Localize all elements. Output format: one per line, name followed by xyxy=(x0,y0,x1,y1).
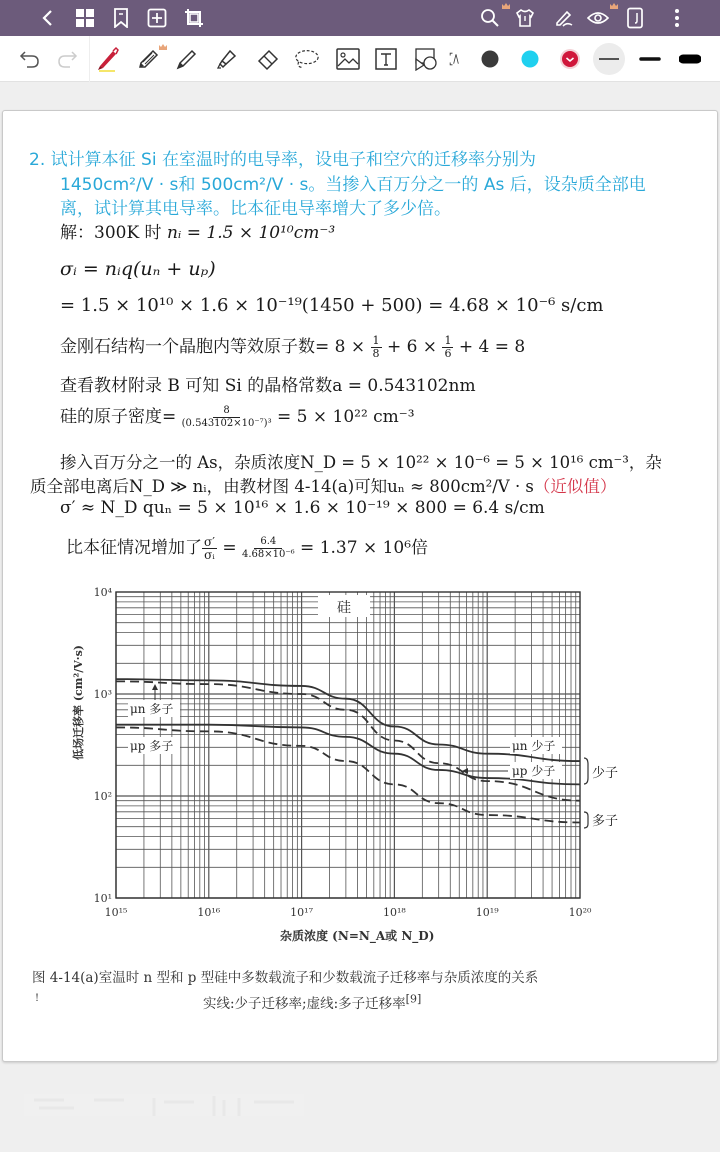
equals-sign: = xyxy=(222,538,237,558)
solution-line-9: σ′ ≈ N_D quₙ = 5 × 10¹⁶ × 1.6 × 10⁻¹⁹ × 800 = 6.4 s/cm xyxy=(60,498,545,518)
approx-note: （近似值） xyxy=(533,477,617,496)
label-mup-minority: μp 少子 xyxy=(512,764,556,778)
density-result: = 5 × 10²² cm⁻³ xyxy=(276,407,415,427)
y-tick-label: 10¹ xyxy=(93,892,112,905)
ratio-prefix: 比本征情况增加了 xyxy=(66,538,202,558)
bracket-minority xyxy=(584,758,588,784)
density-prefix: 硅的原子密度= xyxy=(60,407,177,427)
chart-ylabel: 低场迁移率 (cm²/V·s) xyxy=(72,645,85,760)
x-tick-label: 10²⁰ xyxy=(568,906,592,919)
ratio-fraction-values: $\frac{6.4}{\text{4.68×10⁻⁶}}$ xyxy=(241,536,295,560)
margin-mark: ! xyxy=(35,993,40,1004)
solution-line-5: 查看教材附录 B 可知 Si 的晶格常数a = 0.543102nm xyxy=(60,376,476,396)
bracket-majority xyxy=(584,812,588,828)
faded-watermark xyxy=(24,1090,304,1120)
question-line-1: 2. 试计算本征 Si 在室温时的电导率，设电子和空穴的迁移率分别为 xyxy=(29,150,536,170)
x-tick-label: 10¹⁶ xyxy=(197,906,221,919)
solution-prefix: 解：300K 时 xyxy=(60,223,167,243)
ni-value: nᵢ = 1.5 × 10¹⁰cm⁻³ xyxy=(166,223,336,243)
figure-caption-line-2 xyxy=(203,992,421,1012)
atoms-prefix: 金刚石结构一个晶胞内等效原子数= 8 × xyxy=(60,337,366,357)
solution-line-7: 掺入百万分之一的 As，杂质浓度N_D = 5 × 10²² × 10⁻⁶ = 5 × 10¹⁶ cm⁻³，杂 xyxy=(60,453,662,472)
bracket-label-majority: 多子 xyxy=(592,814,619,829)
question-line-3: 离，试计算其电导率。比本征电导率增大了多少倍。 xyxy=(60,199,451,219)
x-tick-label: 10¹⁸ xyxy=(382,906,406,919)
fraction-1-8: $\frac{1}{8}$ xyxy=(372,334,380,360)
label-mun-majority: μn 多子 xyxy=(130,702,174,716)
atoms-mid: + 6 × xyxy=(386,337,438,357)
bracket-label-minority: 少子 xyxy=(592,766,619,781)
fraction-1-6: $\frac{1}{6}$ xyxy=(444,334,452,360)
y-tick-label: 10³ xyxy=(93,688,112,701)
solution-line-2: σᵢ = nᵢq(uₙ + uₚ) xyxy=(60,258,216,280)
chart-xlabel: 杂质浓度 (N=N_A或 N_D) xyxy=(280,929,435,943)
ratio-fraction-sigma: $\frac{\sigma'}{\text{σᵢ}}$ xyxy=(204,535,215,562)
ratio-result: = 1.37 × 10⁶倍 xyxy=(300,538,429,558)
question-line-2: 1450cm²/V · s和 500cm²/V · s。当掺入百万分之一的 As 后，设杂质全部电 xyxy=(60,175,646,195)
y-tick-label: 10² xyxy=(93,790,112,803)
caption-reference: [9] xyxy=(405,992,422,1006)
caption-legend-text: 实线:少子迁移率;虚线:多子迁移率 xyxy=(203,996,406,1012)
figure-caption-line-1: 图 4-14(a)室温时 n 型和 p 型硅中多数载流子和少数载流子迁移率与杂质浓度的关系 xyxy=(32,970,539,986)
solution-line-3: = 1.5 × 10¹⁰ × 1.6 × 10⁻¹⁹(1450 + 500) = 4.68 × 10⁻⁶ s/cm xyxy=(60,295,604,316)
mobility-reading: 质全部电离后N_D ≫ nᵢ，由教材图 4-14(a)可知uₙ ≈ 800cm²/V · s xyxy=(30,477,534,496)
label-mup-majority: μp 多子 xyxy=(130,739,174,753)
x-tick-label: 10¹⁹ xyxy=(475,906,499,919)
atoms-suffix: + 4 = 8 xyxy=(458,337,526,357)
y-tick-label: 10⁴ xyxy=(93,586,112,599)
density-fraction: $\frac{8}{\text{(0.543102×10⁻⁷)³}}$ xyxy=(181,405,272,429)
x-tick-label: 10¹⁷ xyxy=(290,906,314,919)
label-mun-minority: μn 少子 xyxy=(512,739,556,753)
chart-title: 硅 xyxy=(337,600,351,616)
x-tick-label: 10¹⁵ xyxy=(104,906,128,919)
